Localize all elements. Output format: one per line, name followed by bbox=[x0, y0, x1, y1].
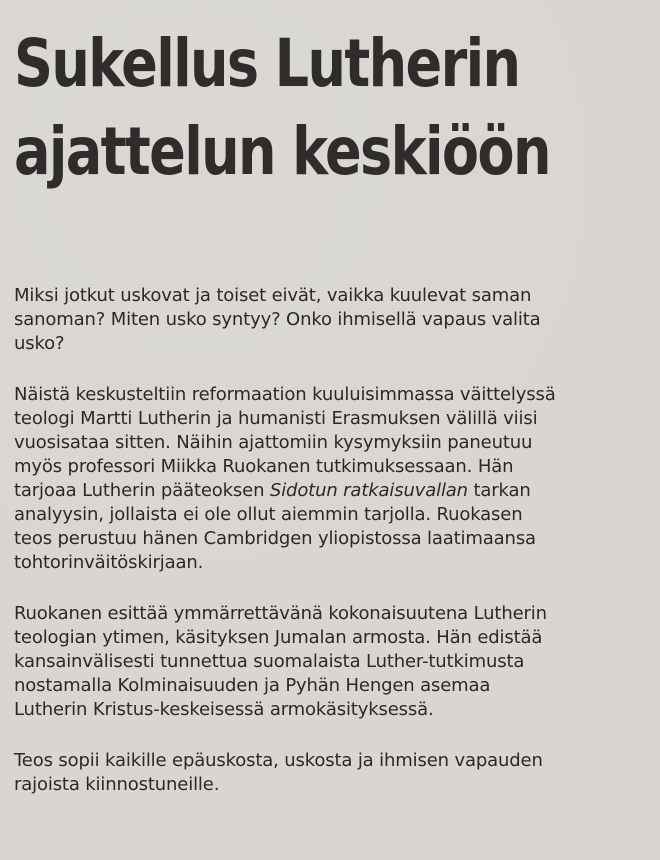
headline-line-1: Sukellus Lutherin bbox=[14, 25, 520, 102]
headline-line-2: ajattelun keskiöön bbox=[14, 113, 550, 190]
blurb-text bbox=[14, 284, 654, 824]
text-line: nostamalla Kolminaisuuden ja Pyhän Hengen asemaa bbox=[14, 675, 491, 696]
paragraph-4 bbox=[14, 749, 654, 797]
text-line: teologian ytimen, käsityksen Jumalan armosta. Hän edistää bbox=[14, 627, 543, 648]
text-line: myös professori Miikka Ruokanen tutkimuksessaan. Hän bbox=[14, 456, 514, 477]
text-line: sanoman? Miten usko syntyy? Onko ihmisellä vapaus valita bbox=[14, 309, 541, 330]
text-line: teos perustuu hänen Cambridgen yliopistossa laatimaansa bbox=[14, 528, 536, 549]
text-line: rajoista kiinnostuneille. bbox=[14, 774, 220, 795]
text-segment: tarjoaa Lutherin pääteoksen bbox=[14, 480, 270, 501]
text-line: Miksi jotkut uskovat ja toiset eivät, vaikka kuulevat saman bbox=[14, 285, 532, 306]
paragraph-3 bbox=[14, 602, 654, 722]
paragraph-1 bbox=[14, 284, 654, 356]
text-line: analyysin, jollaista ei ole ollut aiemmin tarjolla. Ruokasen bbox=[14, 504, 523, 525]
text-line: Näistä keskusteltiin reformaation kuuluisimmassa väittelyssä bbox=[14, 384, 556, 405]
text-line: usko? bbox=[14, 333, 65, 354]
text-line: teologi Martti Lutherin ja humanisti Erasmuksen välillä viisi bbox=[14, 408, 538, 429]
paragraph-2 bbox=[14, 383, 654, 575]
book-title-italic: Sidotun ratkaisuvallan bbox=[269, 480, 468, 501]
text-line: kansainvälisesti tunnettua suomalaista Luther-tutkimusta bbox=[14, 651, 525, 672]
text-line: Teos sopii kaikille epäuskosta, uskosta ja ihmisen vapauden bbox=[14, 750, 543, 771]
headline bbox=[14, 20, 550, 196]
text-line: Lutherin Kristus-keskeisessä armokäsityksessä. bbox=[14, 699, 434, 720]
text-line: tohtorinväitöskirjaan. bbox=[14, 552, 204, 573]
text-segment: tarkan bbox=[467, 480, 531, 501]
text-line: vuosisataa sitten. Näihin ajattomiin kysymyksiin paneutuu bbox=[14, 432, 533, 453]
text-line: Ruokanen esittää ymmärrettävänä kokonaisuutena Lutherin bbox=[14, 603, 547, 624]
text-line-with-book-title bbox=[14, 479, 654, 503]
